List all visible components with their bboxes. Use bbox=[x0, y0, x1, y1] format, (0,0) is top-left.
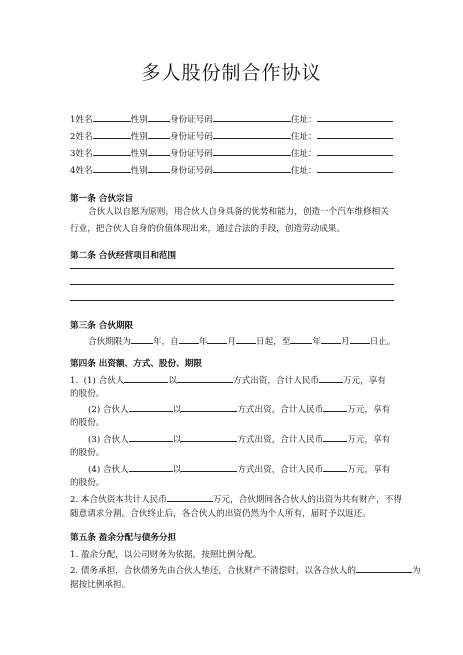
term-text: 年 bbox=[312, 337, 321, 347]
party-number: 2 bbox=[70, 132, 76, 142]
term-text: 年 bbox=[198, 337, 208, 347]
gender-blank[interactable] bbox=[148, 146, 170, 156]
end-day-blank[interactable] bbox=[350, 334, 370, 344]
gender-label: 性别 bbox=[130, 166, 148, 176]
clause-text: 合伙人 bbox=[98, 376, 125, 386]
sub-number: (4) bbox=[88, 465, 101, 475]
clause-text: 方式出资，合计人民币 bbox=[233, 376, 319, 386]
address-label: 住址： bbox=[290, 166, 317, 176]
party-row-1 bbox=[70, 112, 393, 125]
id-blank[interactable] bbox=[213, 163, 291, 173]
article-1-heading: 第一条 合伙宗旨 bbox=[70, 194, 134, 204]
clause-text: 合伙人 bbox=[102, 465, 129, 475]
clause-text: 方式出资，合计人民币 bbox=[237, 405, 324, 415]
name-label: 姓名 bbox=[75, 115, 93, 125]
term-text: 月 bbox=[227, 337, 236, 347]
sub-number: (3) bbox=[88, 435, 101, 445]
party-row-2 bbox=[70, 129, 393, 142]
sub-number: (1) bbox=[83, 376, 96, 386]
id-blank[interactable] bbox=[213, 129, 291, 139]
clause-text: 万元，合伙期间各合伙人的出资为共有财产，不得 bbox=[212, 495, 402, 505]
name-blank[interactable] bbox=[93, 146, 131, 156]
blank-line[interactable] bbox=[70, 300, 394, 301]
address-blank[interactable] bbox=[317, 129, 393, 139]
total-capital-blank[interactable] bbox=[167, 492, 213, 502]
clause-text: 合伙人 bbox=[102, 435, 129, 445]
article-1-body: 合伙人以自愿为原则，用合伙人自身具备的优势和能力，创造一个汽车维修相关行业，把合伙人自身的价值体现出来，通过合法的手段，创造劳动成果。 bbox=[70, 207, 389, 234]
clause-text: 以 bbox=[168, 376, 177, 386]
term-text: 日起，至 bbox=[256, 337, 291, 347]
gender-label: 性别 bbox=[130, 132, 148, 142]
term-text: 合伙期限为 bbox=[88, 337, 131, 347]
clause-text: 方式出资，合计人民币 bbox=[237, 435, 324, 445]
amount-blank[interactable] bbox=[323, 402, 347, 412]
name-label: 姓名 bbox=[75, 132, 93, 142]
method-blank[interactable] bbox=[181, 432, 237, 442]
capital-return-text: 随意请求分割。合伙终止后，各合伙人的出资仍然为个人所有，届时予以返还。 bbox=[70, 509, 371, 519]
term-years-blank[interactable] bbox=[131, 334, 153, 344]
share-text: 的股份。 bbox=[70, 418, 105, 428]
clause-text: 万元，享有 bbox=[347, 405, 391, 415]
debt-text: 据按比例承担。 bbox=[70, 580, 131, 590]
gender-blank[interactable] bbox=[148, 163, 170, 173]
address-label: 住址： bbox=[290, 149, 317, 159]
contribution-3-line bbox=[88, 432, 390, 445]
share-text: 的股份。 bbox=[70, 389, 105, 399]
name-blank[interactable] bbox=[93, 129, 131, 139]
article-5-heading: 第五条 盈余分配与债务分担 bbox=[70, 533, 177, 543]
id-label: 身份证号码 bbox=[169, 115, 213, 125]
debt-line bbox=[70, 563, 421, 576]
term-text: 月 bbox=[341, 337, 350, 347]
amount-blank[interactable] bbox=[323, 462, 347, 472]
profit-distribution-text: 1. 盈余分配，以公司财务为依据，按照比例分配。 bbox=[70, 550, 262, 560]
party-number: 1 bbox=[70, 115, 76, 125]
clause-text: 万元，享有 bbox=[347, 435, 391, 445]
term-line bbox=[88, 334, 395, 347]
contribution-1-line bbox=[70, 373, 386, 386]
article-3-heading: 第三条 合伙期限 bbox=[70, 321, 134, 331]
debt-basis-blank[interactable] bbox=[356, 563, 412, 573]
article-4-heading: 第四条 出资额、方式、股份、期限 bbox=[70, 359, 202, 369]
clause-text: 以 bbox=[172, 435, 182, 445]
id-blank[interactable] bbox=[213, 146, 291, 156]
end-year-blank[interactable] bbox=[290, 334, 312, 344]
clause-text: 合伙人 bbox=[102, 405, 129, 415]
clause-text: 以 bbox=[172, 405, 182, 415]
name-label: 姓名 bbox=[75, 149, 93, 159]
amount-blank[interactable] bbox=[319, 373, 343, 383]
gender-label: 性别 bbox=[130, 115, 148, 125]
document-title: 多人股份制合作协议 bbox=[141, 62, 322, 84]
id-blank[interactable] bbox=[213, 112, 291, 122]
address-label: 住址： bbox=[290, 132, 317, 142]
method-blank[interactable] bbox=[177, 373, 233, 383]
address-label: 住址： bbox=[290, 115, 317, 125]
address-blank[interactable] bbox=[317, 146, 393, 156]
gender-blank[interactable] bbox=[148, 129, 170, 139]
id-label: 身份证号码 bbox=[169, 166, 213, 176]
name-blank[interactable] bbox=[93, 163, 131, 173]
clause-text: 方式出资，合计人民币 bbox=[237, 465, 324, 475]
amount-blank[interactable] bbox=[323, 432, 347, 442]
clause-text: 2. 本合伙资本共计人民币 bbox=[70, 495, 167, 505]
clause-text: 万元，享有 bbox=[342, 376, 386, 386]
sub-number: (2) bbox=[88, 405, 101, 415]
clause-text: 万元，享有 bbox=[347, 465, 391, 475]
address-blank[interactable] bbox=[317, 112, 393, 122]
total-capital-line bbox=[70, 492, 402, 505]
end-month-blank[interactable] bbox=[321, 334, 341, 344]
method-blank[interactable] bbox=[181, 462, 237, 472]
start-day-blank[interactable] bbox=[236, 334, 256, 344]
name-label: 姓名 bbox=[75, 166, 93, 176]
term-text: 日止。 bbox=[369, 337, 396, 347]
share-text: 的股份。 bbox=[70, 478, 105, 488]
blank-line[interactable] bbox=[70, 268, 394, 269]
partner-blank[interactable] bbox=[129, 462, 173, 472]
article-2-heading: 第二条 合伙经营项目和范围 bbox=[70, 251, 177, 261]
item-number: 1. bbox=[70, 376, 79, 386]
clause-text: 以 bbox=[172, 465, 182, 475]
party-row-3 bbox=[70, 146, 393, 159]
partner-blank[interactable] bbox=[129, 432, 173, 442]
id-label: 身份证号码 bbox=[169, 149, 213, 159]
clause-text: 为 bbox=[411, 566, 421, 576]
party-number: 4 bbox=[70, 166, 76, 176]
contribution-2-line bbox=[88, 402, 390, 415]
clause-text: 2. 债务承担，合伙债务先由合伙人垫还，合伙财产不清偿时，以各合伙人的 bbox=[70, 566, 356, 576]
partner-blank[interactable] bbox=[129, 402, 173, 412]
method-blank[interactable] bbox=[181, 402, 237, 412]
start-month-blank[interactable] bbox=[207, 334, 227, 344]
start-year-blank[interactable] bbox=[179, 334, 199, 344]
blank-line[interactable] bbox=[70, 284, 394, 285]
party-number: 3 bbox=[70, 149, 76, 159]
term-text: 年，自 bbox=[152, 337, 179, 347]
id-label: 身份证号码 bbox=[169, 132, 213, 142]
name-blank[interactable] bbox=[93, 112, 131, 122]
gender-blank[interactable] bbox=[148, 112, 170, 122]
partner-blank[interactable] bbox=[124, 373, 168, 383]
share-text: 的股份。 bbox=[70, 448, 105, 458]
address-blank[interactable] bbox=[317, 163, 393, 173]
gender-label: 性别 bbox=[130, 149, 148, 159]
party-row-4 bbox=[70, 163, 393, 176]
contribution-4-line bbox=[88, 462, 390, 475]
